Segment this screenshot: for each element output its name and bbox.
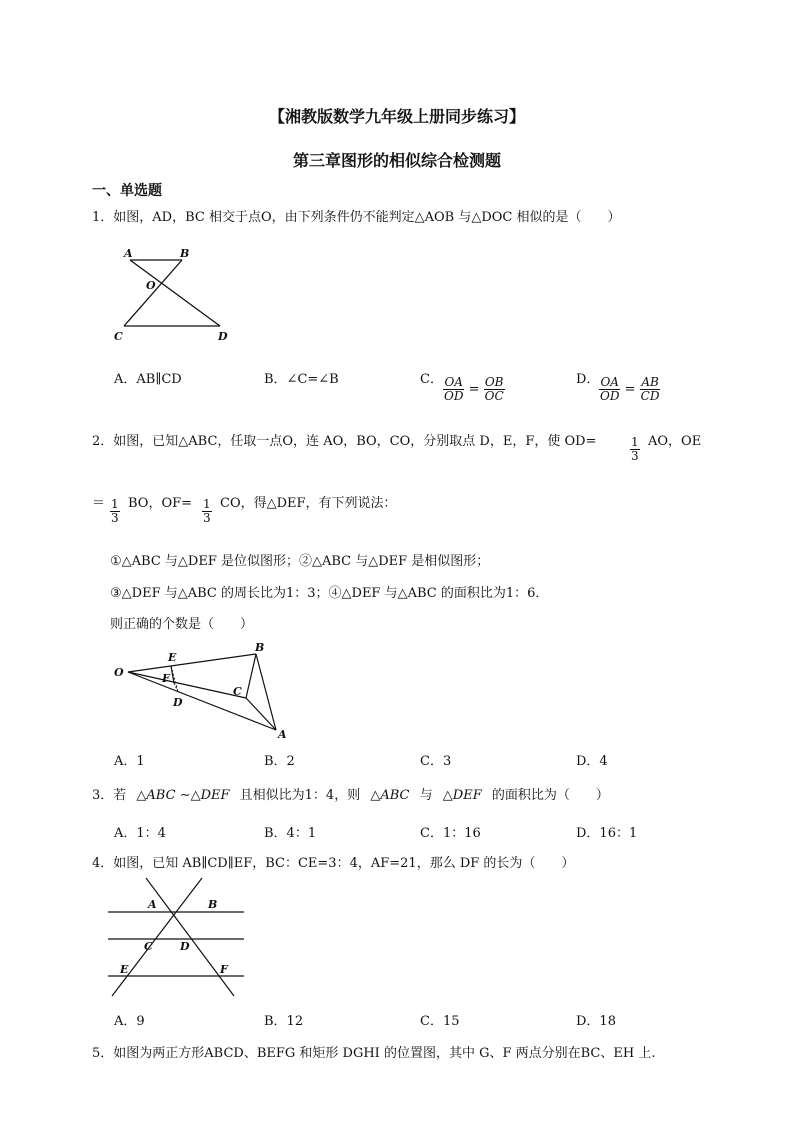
page-subtitle: 第三章图形的相似综合检测题 xyxy=(292,151,501,170)
q2-line1: 2．如图，已知△ABC，任取一点O，连 AO，BO，CO，分别取点 D，E，F，使 OD= xyxy=(92,434,597,449)
q2-line2-c: CO，得△DEF，有下列说法： xyxy=(220,496,397,511)
section-heading: 一、单选题 xyxy=(92,183,162,199)
q4-figure xyxy=(104,874,250,1000)
q3-stem: 3．若 △ABC ∼△DEF 且相似比为1：4，则 △ABC 与 △DEF 的面积比为（ ） xyxy=(92,788,609,803)
q2-line1-end: AO，OE xyxy=(648,434,702,449)
q1-option-c: C． xyxy=(420,372,443,387)
q2-figure xyxy=(108,638,298,742)
q2-option-d: D．4 xyxy=(576,754,608,769)
q2-question: 则正确的个数是（ ） xyxy=(110,617,254,632)
q1-stem: 1．如图，AD，BC 相交于点O，由下列条件仍不能判定△AOB 与△DOC 相似的是（ ） xyxy=(92,210,621,225)
q2-frac-od: $\frac{1}{3}$ xyxy=(631,435,639,463)
q2-line2-b: BO，OF= xyxy=(128,496,193,511)
page-title: 【湘教版数学九年级上册同步练习】 xyxy=(268,107,525,126)
q3-option-b: B．4：1 xyxy=(264,826,317,841)
q3-option-a: A．1：4 xyxy=(114,826,166,841)
q3-option-c: C．1：16 xyxy=(420,826,481,841)
q4-stem: 4．如图，已知 AB∥CD∥EF，BC：CE=3：4，AF=21，那么 DF 的长为（ ） xyxy=(92,856,575,871)
q4-label-f: F xyxy=(220,963,228,976)
q4-option-d: D．18 xyxy=(576,1014,616,1029)
q1-option-d-expr: $\frac{OA}{OD}$ = $\frac{AB}{CD}$ xyxy=(600,375,660,403)
q4-option-b: B．12 xyxy=(264,1014,304,1029)
q1-label-a: A xyxy=(124,247,133,260)
q2-option-c: C．3 xyxy=(420,754,452,769)
q4-label-b: B xyxy=(208,898,218,911)
q1-figure xyxy=(108,244,238,348)
q4-label-a: A xyxy=(148,898,157,911)
q2-option-b: B．2 xyxy=(264,754,295,769)
q1-option-d: D． xyxy=(576,372,600,387)
q4-label-c: C xyxy=(144,940,153,953)
q2-frac-of: $\frac{1}{3}$ xyxy=(203,497,211,525)
q2-statement-2: ③△DEF 与△ABC 的周长比为1：3；④△DEF 与△ABC 的面积比为1：6． xyxy=(110,586,549,601)
q2-label-d: D xyxy=(173,696,183,709)
q2-label-e: E xyxy=(168,651,177,664)
q2-label-c: C xyxy=(233,685,242,698)
q4-option-c: C．15 xyxy=(420,1014,460,1029)
q1-label-c: C xyxy=(114,330,123,343)
q1-option-b: B．∠C=∠B xyxy=(264,372,339,387)
q2-label-a: A xyxy=(278,728,287,741)
q1-option-c-expr: $\frac{OA}{OD}$ = $\frac{OB}{OC}$ xyxy=(444,375,504,403)
q1-label-o: O xyxy=(146,279,156,292)
q4-label-d: D xyxy=(180,940,190,953)
q4-option-a: A．9 xyxy=(114,1014,145,1029)
q5-stem: 5．如图为两正方形ABCD、BEFG 和矩形 DGHI 的位置图，其中 G、F 两点分别在BC、EH 上. xyxy=(92,1046,656,1061)
q2-statement-1: ①△ABC 与△DEF 是位似图形；②△ABC 与△DEF 是相似图形； xyxy=(110,554,490,569)
q2-option-a: A．1 xyxy=(114,754,145,769)
q2-label-b: B xyxy=(255,641,265,654)
q4-label-e: E xyxy=(120,963,129,976)
q1-option-a: A．AB∥CD xyxy=(114,372,182,387)
q1-label-d: D xyxy=(218,330,228,343)
q2-label-f: F xyxy=(162,672,170,685)
q2-label-o: O xyxy=(114,666,124,679)
q2-frac-oe: $\frac{1}{3}$ xyxy=(111,497,119,525)
q1-label-b: B xyxy=(180,247,190,260)
q3-option-d: D．16：1 xyxy=(576,826,638,841)
q2-line2-a: ＝ xyxy=(92,496,106,511)
